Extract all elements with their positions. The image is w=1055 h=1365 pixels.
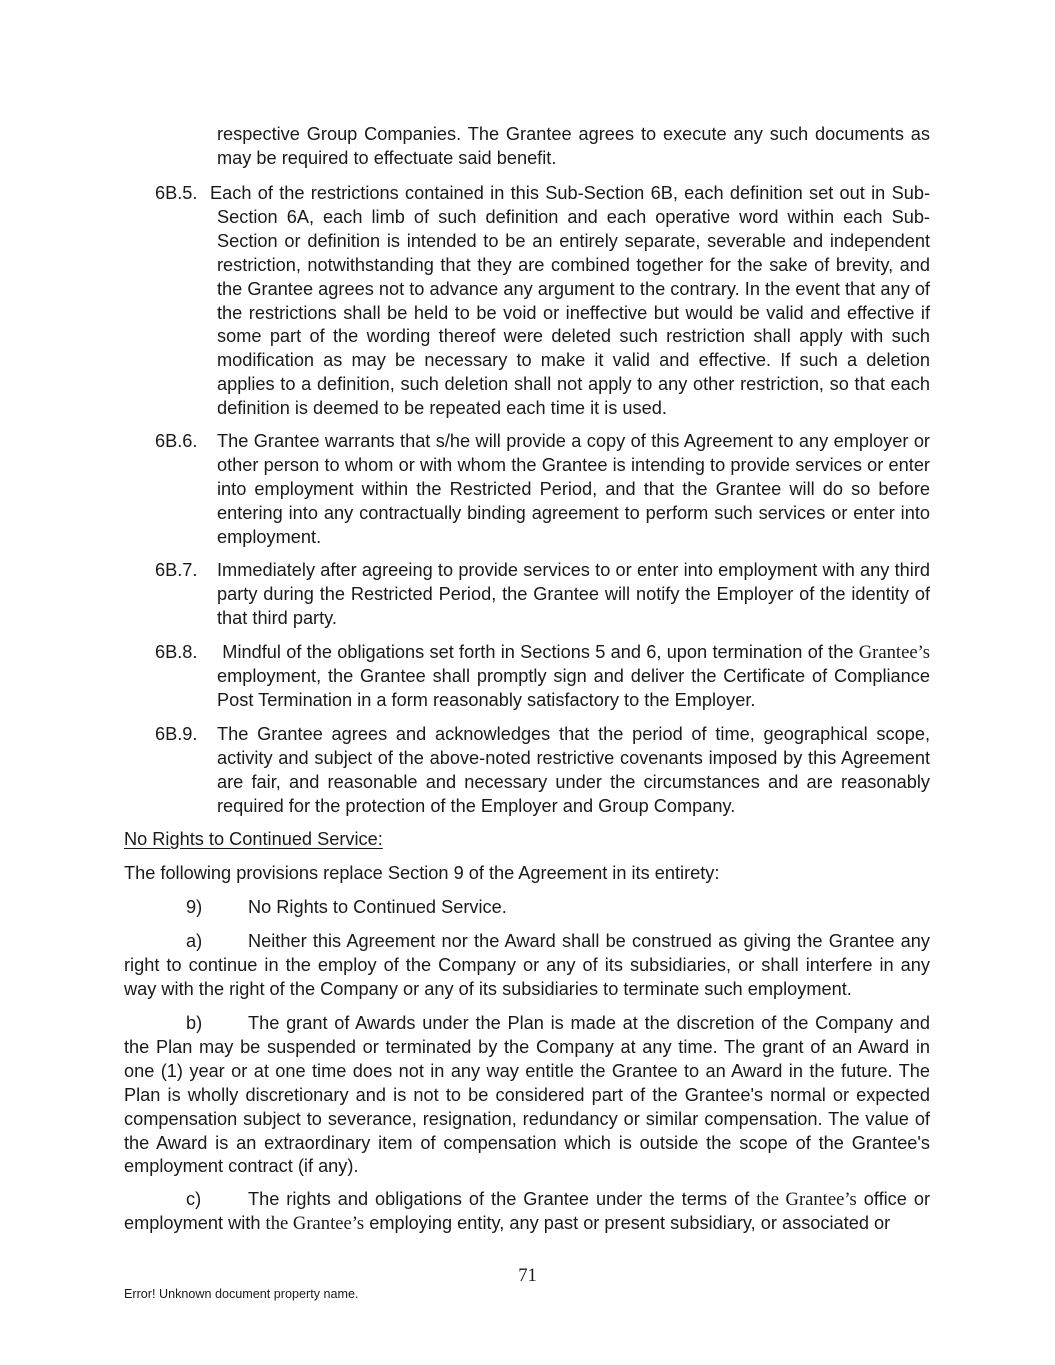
section-9-number: 9) bbox=[186, 897, 203, 917]
page-number: 71 bbox=[518, 1265, 537, 1286]
subsection-text: The grant of Awards under the Plan is made at the discretion of the Company and the Plan may be suspended or terminated by the Company at any time. The grant of an Award in one (1) year or at one time does not in any way entitle the Grantee to an Award in the future. The Plan is wholly discretionary and is not to be considered part of the Grantee's normal or expected compensation subject to severance, resignation, redundancy or similar compensation. The value of the Award is an extraordinary item of compensation which is outside the scope of the Grantee's employment contract (if any). bbox=[124, 1013, 930, 1177]
subsection-b bbox=[124, 1012, 930, 1179]
clause-number: 6B.8. bbox=[155, 642, 198, 662]
subsection-label: c) bbox=[186, 1189, 202, 1209]
clause-6b9 bbox=[155, 723, 930, 819]
subsection-c bbox=[124, 1188, 930, 1236]
subsection-label: a) bbox=[186, 931, 203, 951]
clause-6b8 bbox=[155, 641, 930, 713]
subsection-text: The rights and obligations of the Grantee under the terms of bbox=[248, 1189, 750, 1209]
section-intro: The following provisions replace Section 9 of the Agreement in its entirety: bbox=[124, 863, 720, 883]
subsection-text: employing entity, any past or present subsidiary, or associated or bbox=[369, 1212, 891, 1233]
subsection-text: office or employment with bbox=[124, 1189, 931, 1233]
section-9-title-text: No Rights to Continued Service. bbox=[248, 897, 507, 917]
continuation-paragraph bbox=[217, 123, 930, 171]
continuation-text: respective Group Companies. The Grantee agrees to execute any such documents as may be required to effectuate said benefit. bbox=[217, 124, 930, 168]
subsection-text-serif: the Grantee’s bbox=[756, 1189, 857, 1210]
clause-text-part: Mindful of the obligations set forth in Sections 5 and 6, upon termination of the bbox=[222, 642, 854, 662]
clause-text-part: employment, the Grantee shall promptly sign and deliver the Certificate of Compliance Post Termination in a form reasonably satisfactory to the Employer. bbox=[217, 665, 930, 710]
clause-number: 6B.6. bbox=[155, 431, 198, 451]
subsection-text-serif: the Grantee’s bbox=[265, 1212, 365, 1234]
clause-6b5 bbox=[155, 182, 930, 421]
clause-text bbox=[217, 641, 930, 713]
section-9-title bbox=[186, 896, 507, 920]
subsection-text: Neither this Agreement nor the Award shall be construed as giving the Grantee any right to continue in the employ of the Company or any of its subsidiaries, or shall interfere in any way with the right of the Company or any of its subsidiaries to terminate such employment. bbox=[124, 931, 930, 999]
clause-text: The Grantee agrees and acknowledges that the period of time, geographical scope, activity and subject of the above-noted restrictive covenants imposed by this Agreement are fair, and reasonable and necessary under the circumstances and are reasonably required for the protection of the Employer and Group Company. bbox=[217, 724, 930, 816]
subsection-label: b) bbox=[186, 1013, 203, 1033]
clause-number: 6B.9. bbox=[155, 724, 198, 744]
clause-number: 6B.7. bbox=[155, 560, 198, 580]
clause-number: 6B.5. bbox=[155, 183, 198, 203]
clause-text: The Grantee warrants that s/he will provide a copy of this Agreement to any employer or other person to whom or with whom the Grantee is intending to provide services or enter into employment within the Restricted Period, and that the Grantee will do so before entering into any contractually binding agreement to perform such services or enter into employment. bbox=[217, 431, 930, 547]
clause-6b6 bbox=[155, 430, 930, 550]
clause-text: Each of the restrictions contained in this Sub-Section 6B, each definition set out in Sub-Section 6A, each limb of such definition and each operative word within each Sub-Section or definition is intended to be an entirely separate, severable and independent restriction, notwithstanding that they are combined together for the sake of brevity, and the Grantee agrees not to advance any argument to the contrary. In the event that any of the restrictions shall be held to be void or ineffective but would be valid and effective if some part of the wording thereof were deleted such restriction shall apply with such modification as may be necessary to make it valid and effective. If such a deletion applies to a definition, such deletion shall not apply to any other restriction, so that each definition is deemed to be repeated each time it is used. bbox=[210, 183, 930, 419]
clause-text-serif: Grantee’s bbox=[858, 642, 930, 663]
section-heading: No Rights to Continued Service: bbox=[124, 829, 383, 849]
clause-6b7 bbox=[155, 559, 930, 631]
subsection-a bbox=[124, 930, 930, 1002]
footer-error-text: Error! Unknown document property name. bbox=[124, 1287, 359, 1301]
clause-text: Immediately after agreeing to provide services to or enter into employment with any third party during the Restricted Period, the Grantee will notify the Employer of the identity of that third party. bbox=[217, 560, 930, 628]
